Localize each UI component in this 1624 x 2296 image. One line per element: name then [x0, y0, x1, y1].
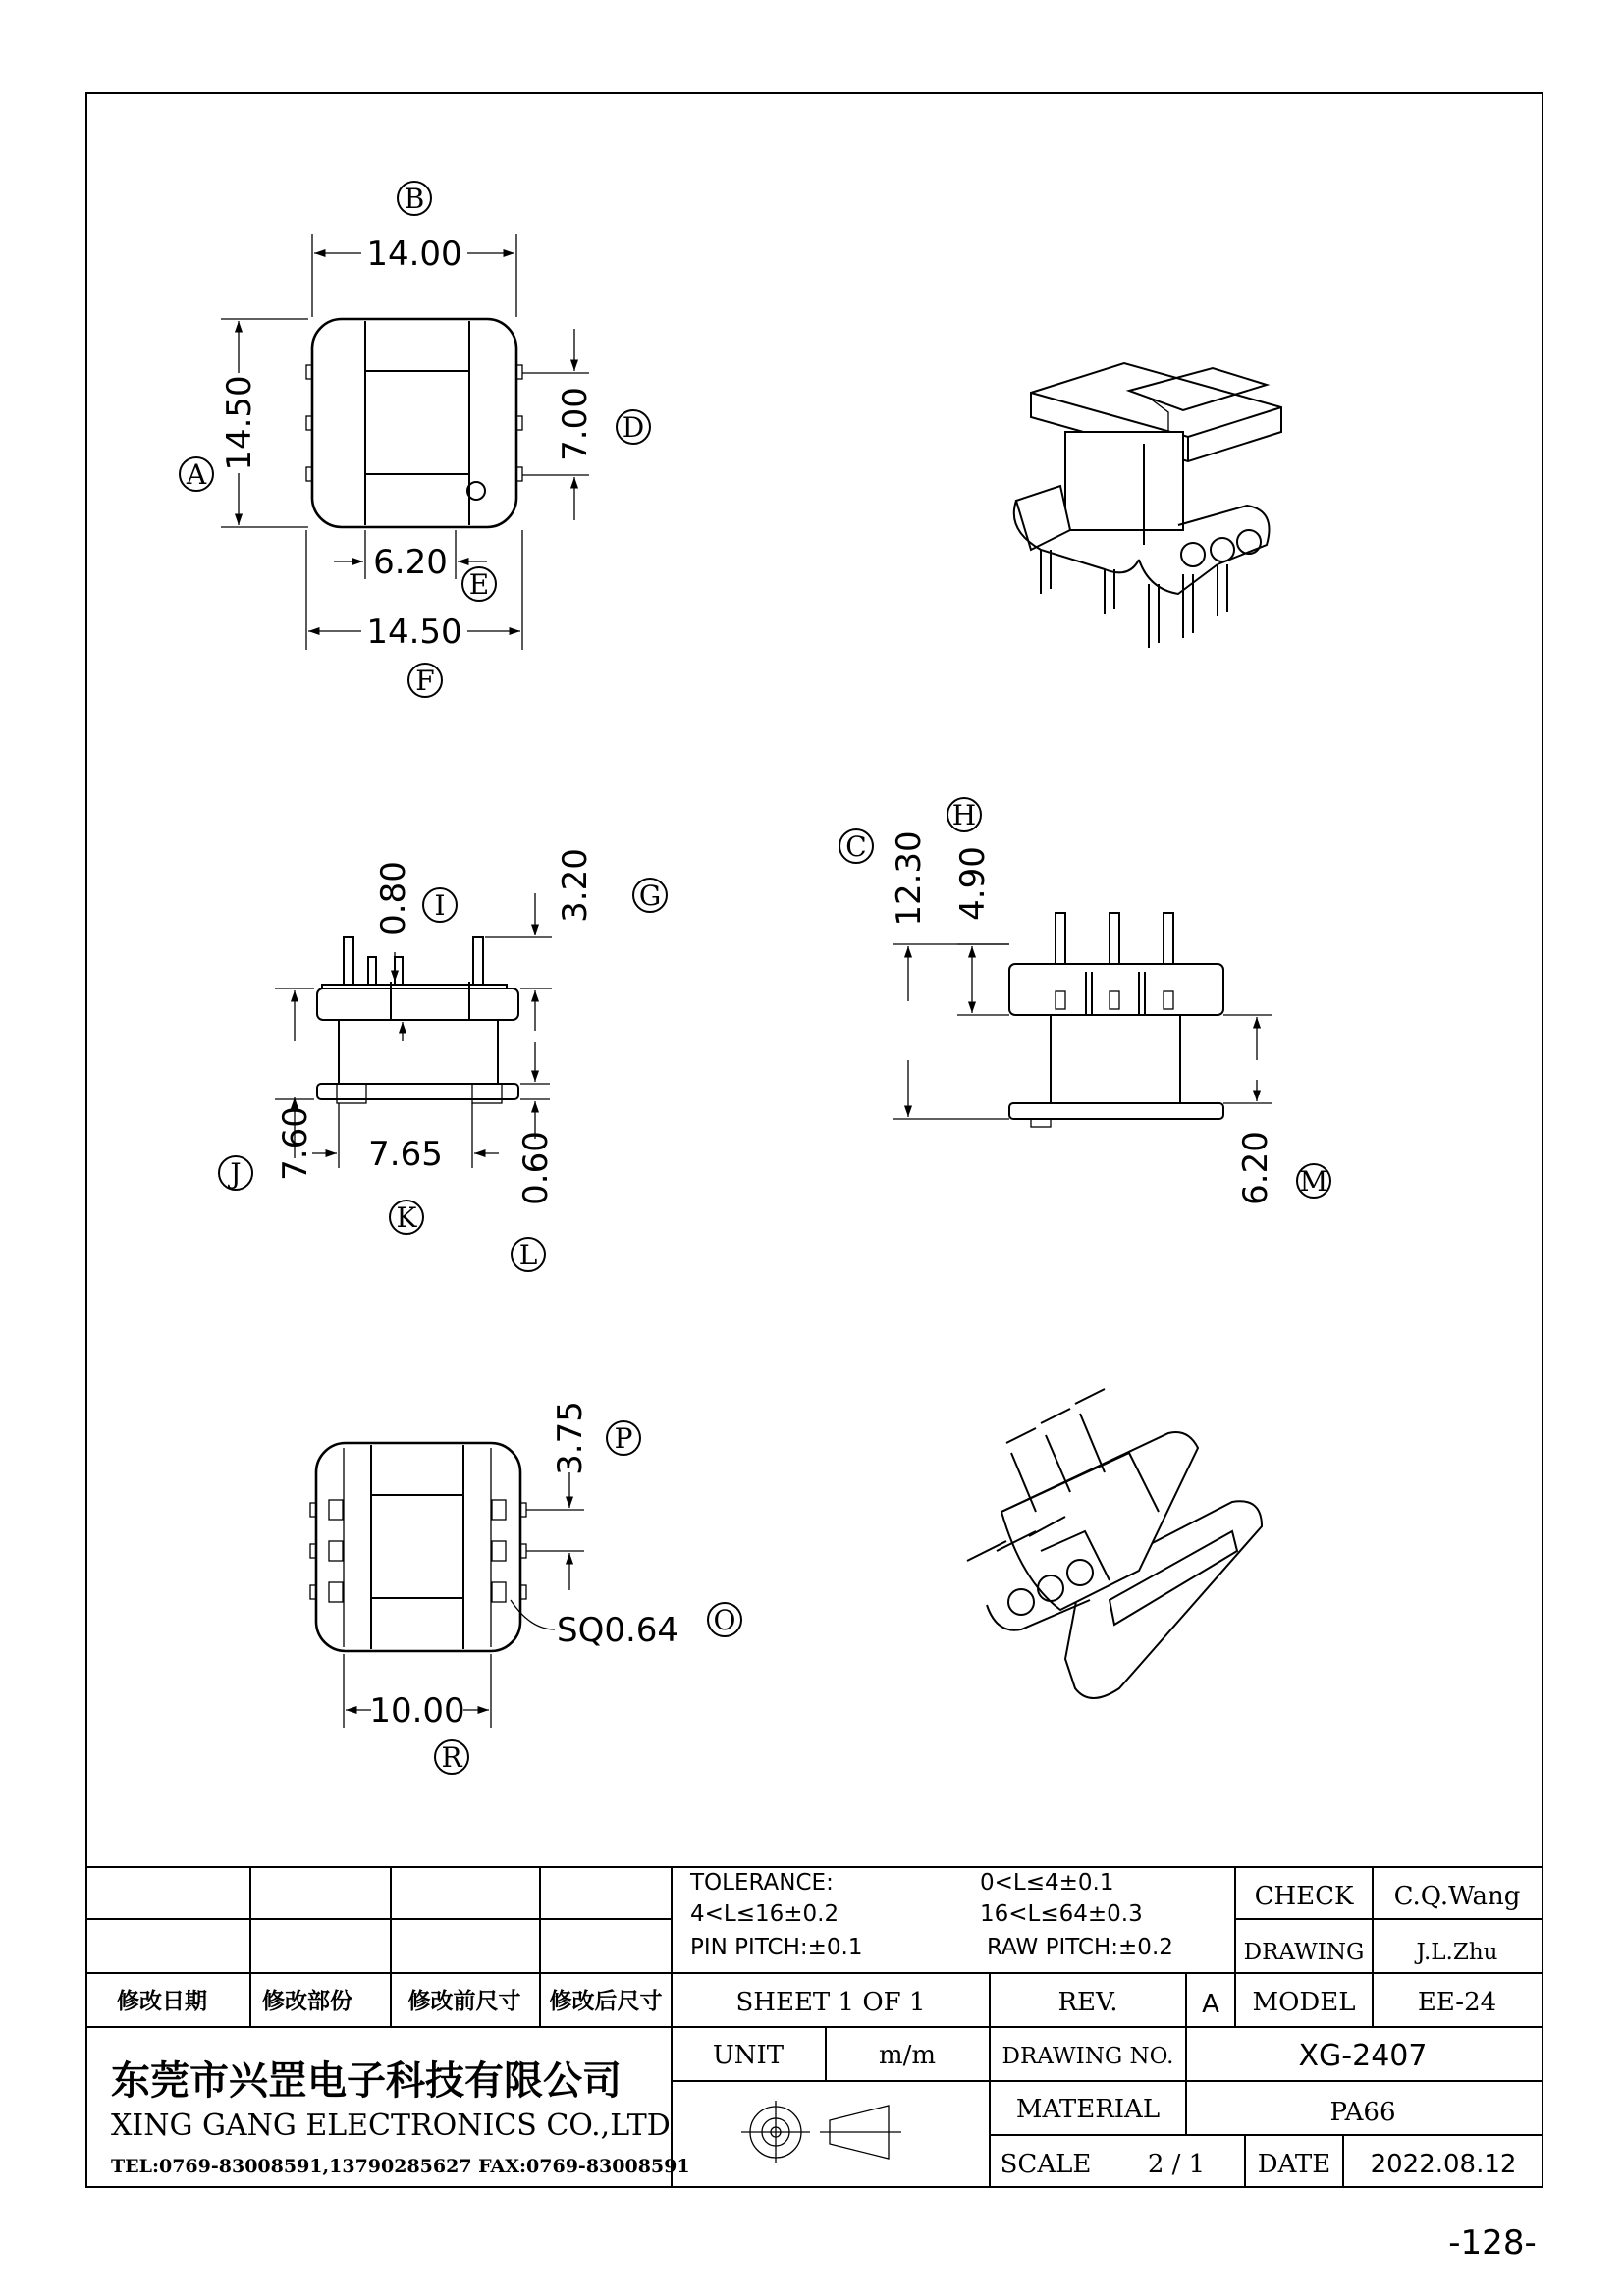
tolerance-1: 0<L≤4±0.1: [980, 1870, 1114, 1896]
bubble-d: [617, 410, 650, 444]
sheet-info: SHEET 1 OF 1: [735, 1988, 926, 2017]
scale-label: SCALE: [1000, 2150, 1092, 2179]
side-view: [1009, 913, 1223, 1127]
check-value: C.Q.Wang: [1393, 1882, 1521, 1911]
bubble-l: [512, 1238, 545, 1271]
bubble-m: [1297, 1164, 1330, 1198]
dimension-d: [522, 329, 595, 520]
isometric-view-bottom: [967, 1389, 1262, 1698]
svg-text:O: O: [713, 1604, 736, 1636]
svg-text:F: F: [415, 665, 435, 697]
svg-text:K: K: [396, 1201, 417, 1234]
top-view: [306, 319, 522, 527]
dimension-l: [516, 1042, 556, 1205]
dim-i-value: 0.80: [374, 861, 413, 935]
svg-text:J: J: [230, 1157, 242, 1190]
svg-text:L: L: [518, 1239, 538, 1271]
drawing-no-label: DRAWING NO.: [1001, 2044, 1174, 2069]
dim-r-value: 10.00: [369, 1691, 465, 1731]
check-label: CHECK: [1254, 1882, 1354, 1911]
bubble-k: [390, 1201, 423, 1234]
dim-o-value: SQ0.64: [557, 1611, 679, 1650]
rev-value: A: [1202, 1990, 1219, 2019]
tolerance-3: 16<L≤64±0.3: [980, 1901, 1143, 1927]
drawing-no-value: XG-2407: [1298, 2039, 1428, 2073]
revision-header-after: 修改后尺寸: [549, 1989, 663, 2014]
title-block: [86, 1867, 1543, 2187]
bubble-j: [219, 1156, 252, 1190]
dim-p-value: 3.75: [551, 1401, 590, 1475]
projection-symbol: [741, 2101, 901, 2163]
revision-header-before: 修改前尺寸: [407, 1989, 521, 2014]
svg-text:I: I: [434, 889, 446, 922]
material-value: PA66: [1329, 2098, 1396, 2127]
svg-text:P: P: [614, 1422, 633, 1455]
company-name-cn: 东莞市兴罡电子科技有限公司: [111, 2058, 622, 2104]
dim-b-value: 14.00: [366, 235, 462, 274]
rev-label: REV.: [1057, 1988, 1118, 2017]
bubble-a: [180, 457, 213, 491]
bubble-p: [607, 1421, 640, 1455]
model-value: EE-24: [1417, 1988, 1497, 2017]
isometric-view-top: [1014, 363, 1281, 648]
bubble-i: [423, 888, 457, 922]
bubble-r: [435, 1740, 468, 1774]
dim-j-value: 7.60: [276, 1106, 315, 1181]
dim-l-value: 0.60: [516, 1131, 556, 1205]
dimension-a: [220, 319, 308, 527]
dim-g-value: 3.20: [556, 848, 595, 923]
raw-pitch: RAW PITCH:±0.2: [987, 1935, 1173, 1960]
dim-e-value: 6.20: [373, 543, 448, 582]
tolerance-2: 4<L≤16±0.2: [690, 1901, 839, 1927]
revision-header-part: 修改部份: [262, 1989, 352, 2014]
bubble-h: [947, 798, 981, 831]
svg-text:A: A: [186, 458, 207, 491]
unit-label: UNIT: [712, 2041, 785, 2070]
dim-d-value: 7.00: [556, 387, 595, 461]
dimension-p: [526, 1401, 590, 1590]
model-label: MODEL: [1252, 1988, 1356, 2017]
company-name-en: XING GANG ELECTRONICS CO.,LTD: [111, 2109, 671, 2143]
dimension-r: [344, 1654, 491, 1731]
scale-value: 2 / 1: [1147, 2150, 1206, 2179]
pin-pitch: PIN PITCH:±0.1: [690, 1935, 863, 1960]
bottom-view: [310, 1443, 526, 1651]
svg-text:E: E: [468, 568, 490, 601]
svg-text:D: D: [622, 411, 645, 444]
svg-text:G: G: [638, 880, 662, 912]
svg-text:M: M: [1299, 1165, 1328, 1198]
svg-text:H: H: [951, 799, 977, 831]
revision-header-date: 修改日期: [117, 1989, 207, 2014]
dim-f-value: 14.50: [366, 613, 462, 652]
drawing-value: J.L.Zhu: [1416, 1940, 1498, 1965]
bubble-b: [398, 182, 431, 215]
bubble-g: [633, 879, 667, 912]
svg-text:C: C: [845, 830, 867, 863]
drawing-label: DRAWING: [1243, 1940, 1365, 1965]
dimension-e: [334, 530, 487, 582]
page-number: -128-: [1448, 2223, 1537, 2263]
dimension-o: [511, 1600, 678, 1650]
front-view: [317, 937, 518, 1103]
date-label: DATE: [1257, 2150, 1331, 2179]
dimension-h: [953, 846, 1009, 1015]
dimension-b: [312, 234, 516, 317]
dim-a-value: 14.50: [220, 375, 259, 471]
bubble-f: [408, 664, 442, 697]
svg-text:B: B: [404, 183, 425, 215]
dim-h-value: 4.90: [953, 846, 993, 921]
dim-c-value: 12.30: [890, 830, 929, 927]
dim-k-value: 7.65: [368, 1135, 443, 1174]
bubble-e: [462, 567, 496, 601]
tolerance-label: TOLERANCE:: [690, 1870, 834, 1896]
dim-m-value: 6.20: [1236, 1131, 1275, 1205]
dimension-k: [312, 1103, 499, 1174]
dimension-j: [275, 988, 315, 1181]
bubble-o: [708, 1603, 741, 1636]
svg-text:R: R: [441, 1741, 462, 1774]
company-contact: TEL:0769-83008591,13790285627 FAX:0769-83008591: [111, 2156, 690, 2177]
bubble-c: [839, 829, 873, 863]
date-value: 2022.08.12: [1370, 2150, 1517, 2179]
unit-value: m/m: [878, 2041, 937, 2070]
material-label: MATERIAL: [1015, 2095, 1161, 2124]
dimension-m: [1223, 1015, 1275, 1205]
